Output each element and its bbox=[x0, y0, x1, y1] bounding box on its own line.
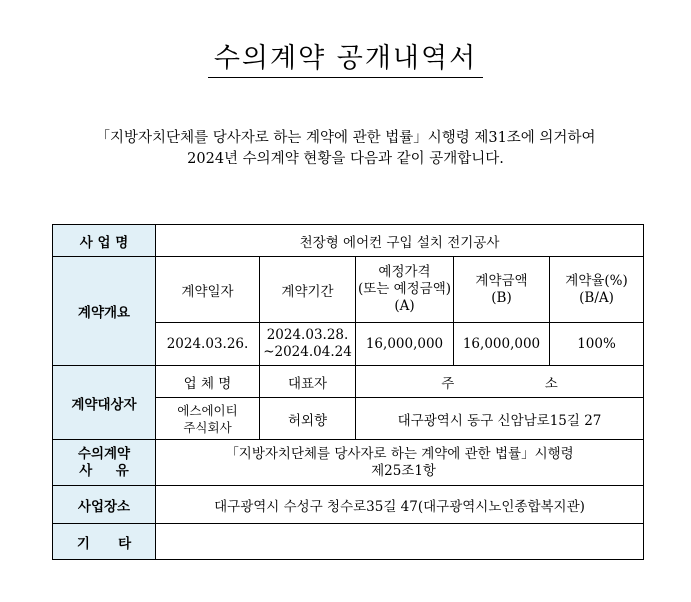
label-contract-summary: 계약개요 bbox=[53, 257, 156, 366]
intro-text bbox=[40, 128, 651, 170]
label-etc: 기 타 bbox=[53, 524, 156, 560]
value-representative: 허외향 bbox=[260, 398, 356, 440]
row-etc bbox=[53, 524, 644, 560]
page-title-wrap bbox=[0, 36, 691, 78]
value-contract-rate: 100% bbox=[550, 323, 644, 366]
header-contract-period: 계약기간 bbox=[260, 257, 356, 323]
header-company-name: 업 체 명 bbox=[156, 366, 260, 398]
label-reason: 수의계약 사 유 bbox=[53, 440, 156, 486]
value-contract-period: 2024.03.28. ~2024.04.24 bbox=[260, 323, 356, 366]
value-contract-amount: 16,000,000 bbox=[454, 323, 550, 366]
row-reason bbox=[53, 440, 644, 486]
value-contract-date: 2024.03.26. bbox=[156, 323, 260, 366]
value-estimated-price: 16,000,000 bbox=[356, 323, 454, 366]
header-address: 주 소 bbox=[356, 366, 644, 398]
header-estimated-price: 예정가격 (또는 예정금액) (A) bbox=[356, 257, 454, 323]
label-location: 사업장소 bbox=[53, 486, 156, 524]
contract-table bbox=[52, 224, 644, 560]
location-value: 대구광역시 수성구 청수로35길 47(대구광역시노인종합복지관) bbox=[156, 486, 644, 524]
page-title: 수의계약 공개내역서 bbox=[208, 36, 483, 78]
label-counterparty: 계약대상자 bbox=[53, 366, 156, 440]
row-location bbox=[53, 486, 644, 524]
row-summary-headers bbox=[53, 257, 644, 323]
label-project-name: 사 업 명 bbox=[53, 225, 156, 257]
header-contract-date: 계약일자 bbox=[156, 257, 260, 323]
etc-value bbox=[156, 524, 644, 560]
intro-line-1: 「지방자치단체를 당사자로 하는 계약에 관한 법률」시행령 제31조에 의거하여 bbox=[95, 130, 596, 146]
value-company-name: 에스에이티 주식회사 bbox=[156, 398, 260, 440]
project-name-value: 천장형 에어컨 구입 설치 전기공사 bbox=[156, 225, 644, 257]
reason-value: 「지방자치단체를 당사자로 하는 계약에 관한 법률」시행령 제25조1항 bbox=[156, 440, 644, 486]
intro-line-2: 2024년 수의계약 현황을 다음과 같이 공개합니다. bbox=[187, 151, 504, 167]
value-address: 대구광역시 동구 신암남로15길 27 bbox=[356, 398, 644, 440]
row-project-name bbox=[53, 225, 644, 257]
header-representative: 대표자 bbox=[260, 366, 356, 398]
header-contract-amount: 계약금액 (B) bbox=[454, 257, 550, 323]
row-counterparty-headers bbox=[53, 366, 644, 398]
header-contract-rate: 계약율(%) (B/A) bbox=[550, 257, 644, 323]
